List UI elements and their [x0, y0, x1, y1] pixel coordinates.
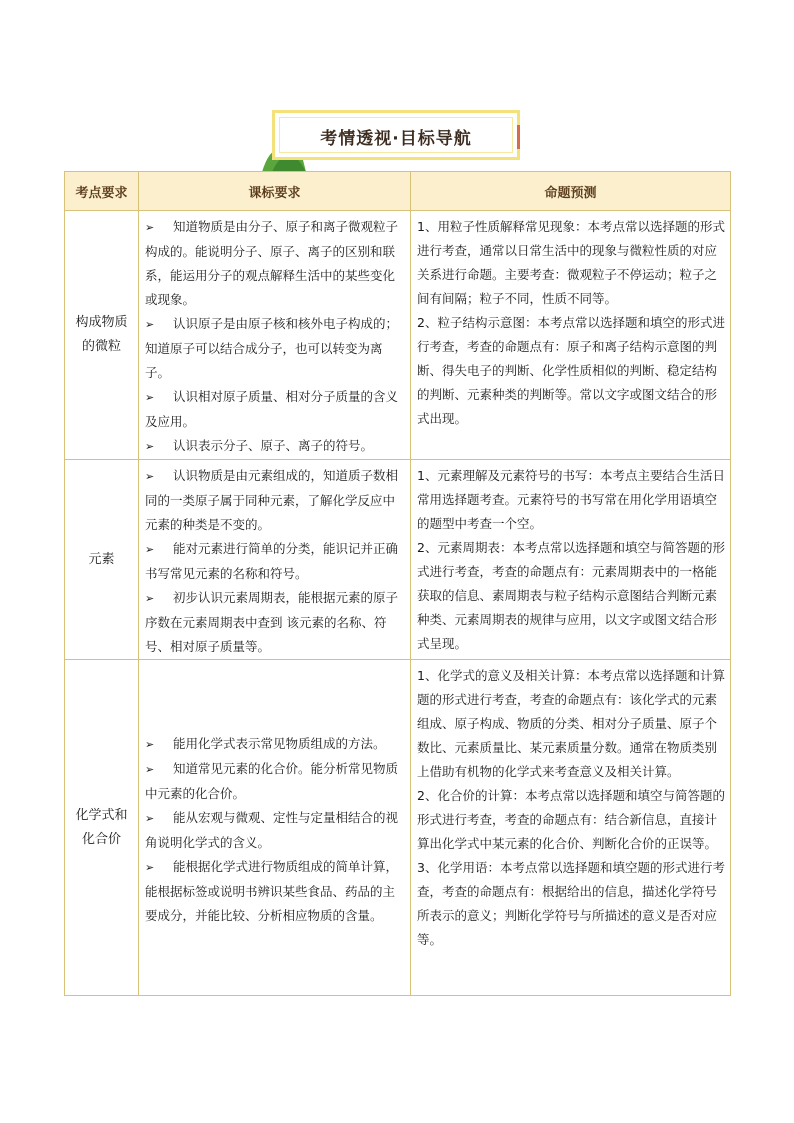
- requirement-item: ➢ 认识物质是由元素组成的，知道质子数相同的一类原子属于同种元素，了解化学反应中元素的种类是不变的。: [145, 464, 406, 537]
- page-title: 考情透视·目标导航: [320, 129, 472, 149]
- requirement-item: ➢ 知道常见元素的化合价。能分析常见物质中元素的化合价。: [145, 757, 406, 806]
- topic-cell: 构成物质的微粒: [65, 211, 139, 460]
- arrow-bullet-icon: ➢: [145, 592, 155, 605]
- arrow-bullet-icon: ➢: [145, 391, 155, 404]
- table-row: [65, 660, 731, 996]
- predictions-cell: [411, 211, 731, 460]
- requirement-item: ➢ 能用化学式表示常见物质组成的方法。: [145, 732, 406, 757]
- prediction-item: 1、化学式的意义及相关计算：本考点常以选择题和计算题的形式进行考查，考查的命题点有：该化学式的元素组成、原子构成、物质的分类、相对分子质量、原子个数比、元素质量比、某元素质量分数。通常在物质类别上借助有机物的化学式来考查意义及相关计算。: [417, 668, 725, 779]
- prediction-item: 1、元素理解及元素符号的书写：本考点主要结合生活日常用选择题考查。元素符号的书写常在用化学用语填空的题型中考查一个空。: [417, 468, 725, 531]
- arrow-bullet-icon: ➢: [145, 860, 155, 874]
- predictions-cell: [411, 460, 731, 660]
- requirement-item: ➢ 知道物质是由分子、原子和离子微观粒子构成的。能说明分子、原子、离子的区别和联系，能运用分子的观点解释生活中的某些变化或现象。: [145, 215, 406, 312]
- predictions-cell: [411, 660, 731, 996]
- table-row: [65, 460, 731, 660]
- requirements-cell: [139, 211, 411, 460]
- header-topic: 考点要求: [65, 172, 139, 211]
- prediction-item: 1、用粒子性质解释常见现象：本考点常以选择题的形式进行考查，通常以日常生活中的现象与微粒性质的对应关系进行命题。主要考查：微观粒子不停运动；粒子之间有间隔；粒子不同，性质不同等。: [417, 219, 725, 306]
- requirement-item: ➢ 认识表示分子、原子、离子的符号。: [145, 434, 406, 459]
- requirement-item: ➢ 能根据化学式进行物质组成的简单计算，能根据标签或说明书辨识某些食品、药品的主要成分，并能比较、分析相应物质的含量。: [145, 855, 406, 928]
- requirement-item: ➢ 认识相对原子质量、相对分子质量的含义及应用。: [145, 385, 406, 434]
- requirements-cell: [139, 460, 411, 660]
- arrow-bullet-icon: ➢: [145, 737, 155, 751]
- prediction-item: 3、化学用语：本考点常以选择题和填空题的形式进行考查，考查的命题点有：根据给出的信息，描述化学符号所表示的意义；判断化学符号与所描述的意义是否对应等。: [417, 860, 725, 947]
- exam-analysis-table: [64, 171, 731, 996]
- arrow-bullet-icon: ➢: [145, 221, 155, 234]
- arrow-bullet-icon: ➢: [145, 543, 155, 556]
- prediction-item: 2、粒子结构示意图：本考点常以选择题和填空的形式进行考查，考查的命题点有：原子和离子结构示意图的判断、得失电子的判断、化学性质相似的判断、稳定结构的判断、元素种类的判断等。常以文字或图文结合的形式出现。: [417, 315, 725, 426]
- banner-frame: [272, 110, 520, 160]
- arrow-bullet-icon: ➢: [145, 470, 155, 483]
- header-prediction: 命题预测: [411, 172, 731, 211]
- arrow-bullet-icon: ➢: [145, 762, 155, 776]
- accent-bar: [517, 125, 520, 149]
- requirement-item: ➢ 能对元素进行简单的分类，能识记并正确书写常见元素的名称和符号。: [145, 537, 406, 586]
- table-header-row: [65, 172, 731, 211]
- prediction-item: 2、元素周期表：本考点常以选择题和填空与简答题的形式进行考查，考查的命题点有：元素周期表中的一格能获取的信息、素周期表与粒子结构示意图结合判断元素种类、元素周期表的规律与应用，以文字或图文结合形式呈现。: [417, 540, 725, 651]
- requirement-item: ➢ 初步认识元素周期表，能根据元素的原子序数在元素周期表中查到 该元素的名称、符号、相对原子质量等。: [145, 586, 406, 659]
- topic-cell: 化学式和化合价: [65, 660, 139, 996]
- arrow-bullet-icon: ➢: [145, 318, 155, 331]
- arrow-bullet-icon: ➢: [145, 811, 155, 825]
- section-banner: [262, 108, 524, 170]
- requirement-item: ➢ 认识原子是由原子核和核外电子构成的；知道原子可以结合成分子，也可以转变为离子。: [145, 312, 406, 385]
- prediction-item: 2、化合价的计算：本考点常以选择题和填空与简答题的形式进行考查，考查的命题点有：结合新信息，直接计算出化学式中某元素的化合价、判断化合价的正误等。: [417, 788, 725, 851]
- arrow-bullet-icon: ➢: [145, 440, 155, 453]
- header-curriculum: 课标要求: [139, 172, 411, 211]
- topic-cell: 元素: [65, 460, 139, 660]
- requirement-item: ➢ 能从宏观与微观、定性与定量相结合的视角说明化学式的含义。: [145, 806, 406, 855]
- table-row: [65, 211, 731, 460]
- requirements-cell: [139, 660, 411, 996]
